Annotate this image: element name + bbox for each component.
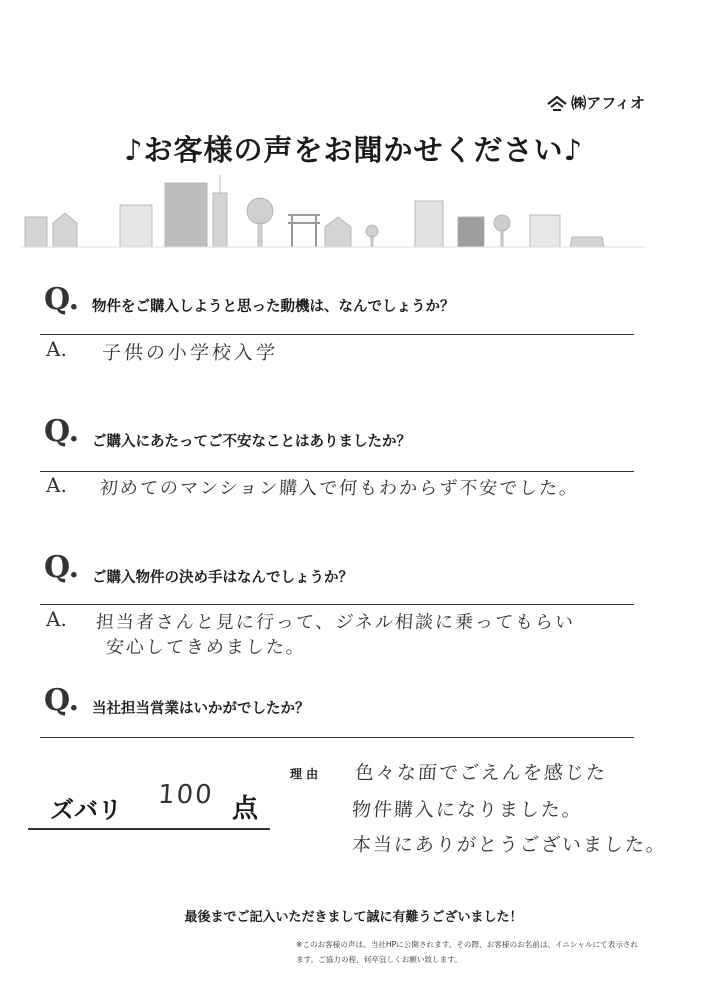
reason-line-1: 色々な面でごえんを感じた	[354, 762, 608, 784]
reason-line-3: 本当にありがとうございました。	[351, 834, 668, 856]
page-title: ♪お客様の声をお聞かせください♪	[123, 133, 583, 167]
rating-unit: 点	[232, 794, 259, 824]
company-name: ㈱アフィオ	[571, 94, 645, 112]
reason-line-2: 物件購入になりました。	[351, 799, 584, 821]
answer-3-rule	[40, 604, 634, 605]
answer-1-mark: A.	[46, 337, 67, 361]
company-logo	[547, 92, 645, 113]
privacy-note: ※このお客様の声は、当社HPに公開されます。その際、お客様のお名前は、イニシャルにて表示されます。ご協力の程、何卒宜しくお願い致します。	[296, 940, 639, 964]
question-4-rule	[40, 737, 634, 738]
closing-thanks: 最後までご記入いただきまして誠に有難うございました！	[184, 910, 523, 925]
question-2-text: ご購入にあたってご不安なことはありましたか？	[92, 434, 411, 450]
rating-label: ズバリ	[50, 796, 122, 824]
answer-3-line-1: 担当者さんと見に行って、ジネル相談に乗ってもらい	[95, 612, 576, 633]
house-logo-icon	[547, 95, 567, 111]
question-1-text: 物件をご購入しようと思った動機は、なんでしょうか？	[92, 299, 455, 315]
question-3-mark: Q.	[44, 550, 80, 585]
question-4-text: 当社担当営業はいかがでしたか？	[92, 701, 310, 717]
question-3-text: ご購入物件の決め手はなんでしょうか？	[92, 570, 353, 586]
answer-3-line-2: 安心してきめました。	[105, 637, 307, 658]
answer-2-rule	[40, 471, 634, 472]
answer-2-mark: A.	[46, 473, 67, 497]
question-1-mark: Q.	[44, 282, 80, 317]
rating-underline	[28, 828, 270, 830]
question-2-mark: Q.	[44, 414, 80, 449]
city-skyline-illustration	[20, 175, 645, 255]
answer-1-line-1: 子供の小学校入学	[101, 342, 279, 364]
answer-1-rule	[40, 334, 634, 335]
answer-2-line-1: 初めてのマンション購入で何もわからず不安でした。	[99, 478, 580, 499]
reason-label: 理 由	[290, 767, 319, 781]
question-4-mark: Q.	[44, 683, 80, 718]
rating-score: 100	[156, 780, 215, 810]
answer-3-mark: A.	[46, 607, 67, 631]
